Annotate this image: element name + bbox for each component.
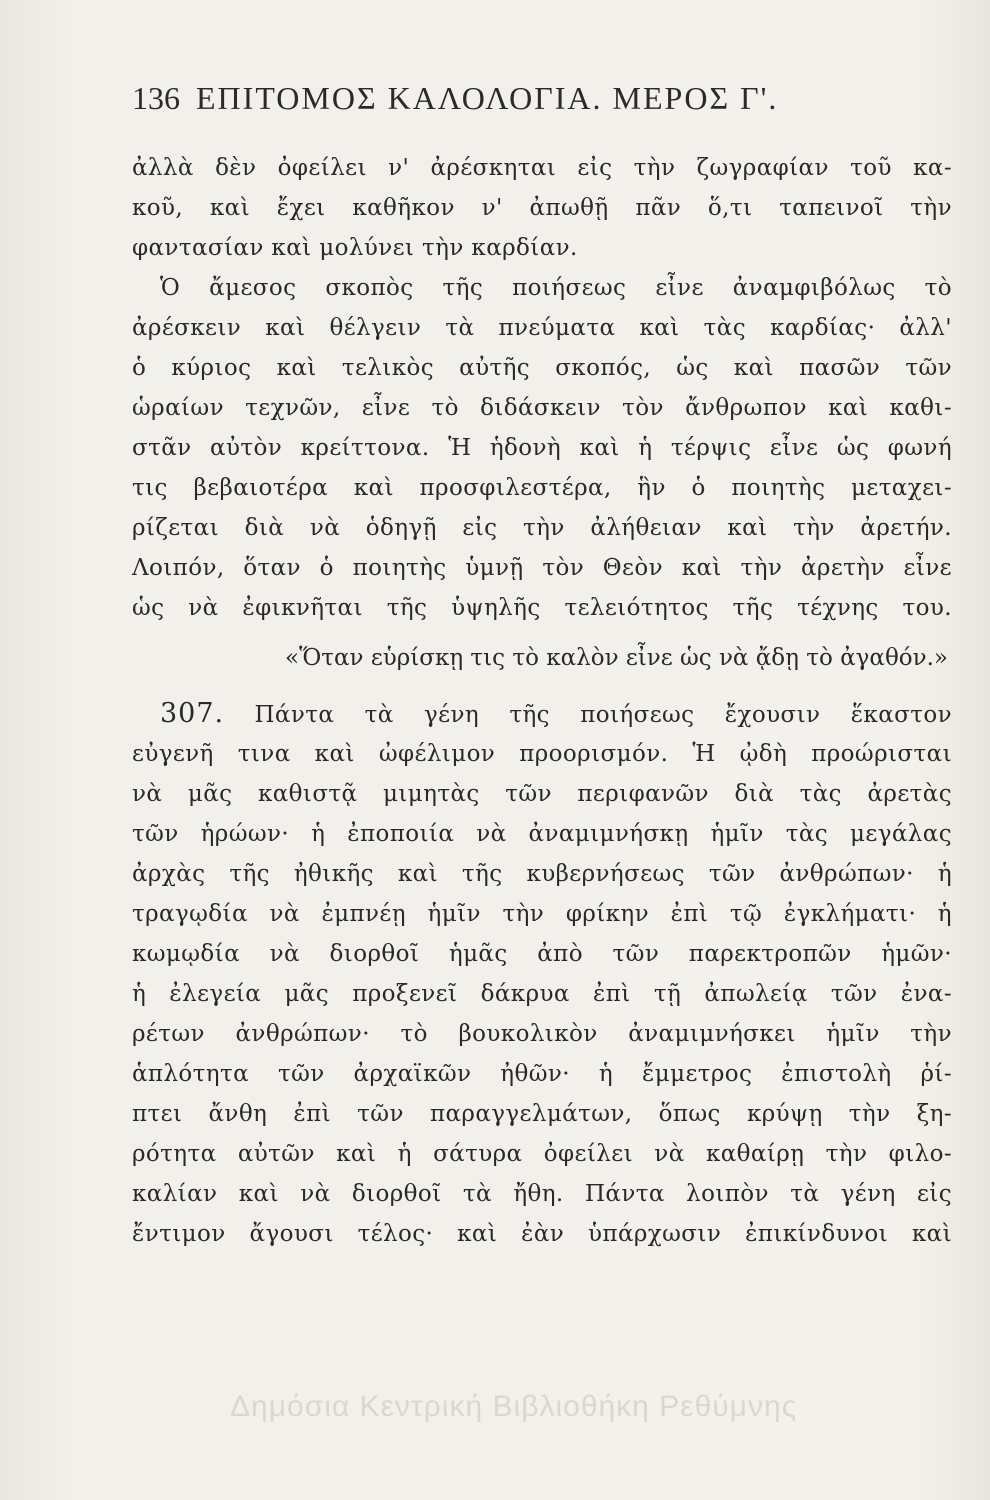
- text-line: ρέτων ἀνθρώπων· τὸ βουκολικὸν ἀναμιμνήσκει ἡμῖν τὴν: [132, 1021, 952, 1047]
- text-line: πτει ἄνθη ἐπὶ τῶν παραγγελμάτων, ὅπως κρύψῃ τὴν ξη-: [132, 1101, 952, 1127]
- text-line: ἀρέσκειν καὶ θέλγειν τὰ πνεύματα καὶ τὰς καρδίας· ἀλλ': [132, 315, 952, 341]
- text-line: Ὁ ἄμεσος σκοπὸς τῆς ποιήσεως εἶνε ἀναμφιβόλως τὸ: [160, 275, 952, 301]
- text-line: ἀρχὰς τῆς ἠθικῆς καὶ τῆς κυβερνήσεως τῶν ἀνθρώπων· ἡ: [132, 861, 952, 887]
- text-line: ἔντιμον ἄγουσι τέλος· καὶ ἐὰν ὑπάρχωσιν ἐπικίνδυνοι καὶ: [132, 1221, 952, 1247]
- text-line: ρότητα αὐτῶν καὶ ἡ σάτυρα ὀφείλει νὰ καθαίρῃ τὴν φιλο-: [132, 1141, 952, 1167]
- text-line: τῶν ἡρώων· ἡ ἐποποιία νὰ ἀναμιμνήσκῃ ἡμῖν τὰς μεγάλας: [132, 821, 952, 847]
- text-line: στᾶν αὐτὸν κρείττονα. Ἡ ἡδονὴ καὶ ἡ τέρψις εἶνε ὡς φωνή: [132, 435, 952, 461]
- text-line: ἁπλότητα τῶν ἀρχαϊκῶν ἠθῶν· ἡ ἔμμετρος ἐπιστολὴ ῥί-: [132, 1061, 952, 1087]
- text-line: φαντασίαν καὶ μολύνει τὴν καρδίαν.: [132, 235, 578, 261]
- page-body: [132, 148, 952, 1254]
- section-first-line: [132, 694, 952, 734]
- text-line: ὡς νὰ ἐφικνῆται τῆς ὑψηλῆς τελειότητος τῆς τέχνης του.: [132, 595, 952, 621]
- text-line: Λοιπόν, ὅταν ὁ ποιητὴς ὑμνῇ τὸν Θεὸν καὶ τὴν ἀρετὴν εἶνε: [132, 555, 952, 581]
- running-header: [132, 80, 892, 117]
- text-line: καλίαν καὶ νὰ διορθοῖ τὰ ἤθη. Πάντα λοιπὸν τὰ γένη εἰς: [132, 1181, 952, 1207]
- running-title: ΕΠΙΤΟΜΟΣ ΚΑΛΟΛΟΓΙΑ. ΜΕΡΟΣ Γ'.: [196, 80, 779, 116]
- quotation: «Ὅταν εὑρίσκῃ τις τὸ καλὸν εἶνε ὡς νὰ ᾄδῃ τὸ ἀγαθόν.»: [285, 645, 948, 671]
- text-line: κοῦ, καὶ ἔχει καθῆκον ν' ἀπωθῇ πᾶν ὅ,τι ταπεινοῖ τὴν: [132, 195, 952, 221]
- section-number: 307.: [160, 698, 225, 729]
- text-line: ὡραίων τεχνῶν, εἶνε τὸ διδάσκειν τὸν ἄνθρωπον καὶ καθι-: [132, 395, 952, 421]
- text-line: νὰ μᾶς καθιστᾷ μιμητὰς τῶν περιφανῶν διὰ τὰς ἀρετὰς: [132, 781, 952, 807]
- text-line: τις βεβαιοτέρα καὶ προσφιλεστέρα, ἣν ὁ ποιητὴς μεταχει-: [132, 475, 952, 501]
- text-line: ἡ ἐλεγεία μᾶς προξενεῖ δάκρυα ἐπὶ τῇ ἀπωλείᾳ τῶν ἐνα-: [132, 981, 952, 1007]
- text-line: ρίζεται διὰ νὰ ὁδηγῇ εἰς τὴν ἀλήθειαν καὶ τὴν ἀρετήν.: [132, 515, 952, 541]
- text-line: εὐγενῆ τινα καὶ ὠφέλιμον προορισμόν. Ἡ ᾠδὴ προώρισται: [132, 741, 952, 767]
- text-line: ὁ κύριος καὶ τελικὸς αὐτῆς σκοπός, ὡς καὶ πασῶν τῶν: [132, 355, 952, 381]
- text-line: κωμῳδία νὰ διορθοῖ ἡμᾶς ἀπὸ τῶν παρεκτροπῶν ἡμῶν·: [132, 941, 952, 967]
- text-line: ἀλλὰ δὲν ὀφείλει ν' ἀρέσκηται εἰς τὴν ζωγραφίαν τοῦ κα-: [132, 155, 952, 181]
- library-watermark: Δημόσια Κεντρική Βιβλιοθήκη Ρεθύμνης: [230, 1390, 798, 1423]
- section-first-text: Πάντα τὰ γένη τῆς ποιήσεως ἔχουσιν ἕκαστον: [254, 702, 952, 728]
- text-line: τραγῳδία νὰ ἐμπνέῃ ἡμῖν τὴν φρίκην ἐπὶ τῷ ἐγκλήματι· ἡ: [132, 901, 952, 927]
- page-number: 136: [132, 80, 180, 116]
